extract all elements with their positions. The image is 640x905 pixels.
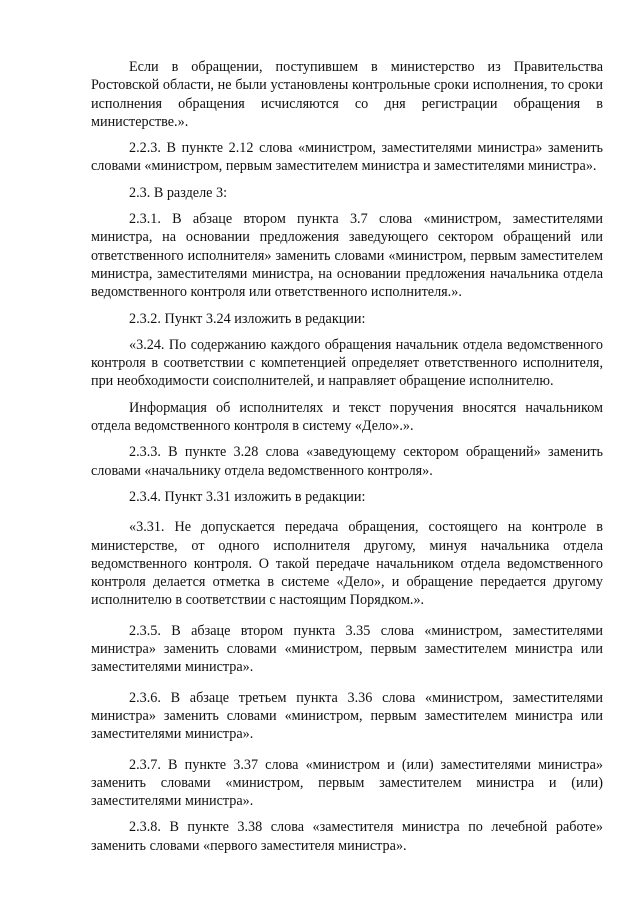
paragraph-2-3: 2.3. В разделе 3: xyxy=(129,184,228,201)
paragraph-2-3-2: 2.3.2. Пункт 3.24 изложить в редакции: xyxy=(129,310,366,327)
paragraph-3-24-quote: «3.24. По содержанию каждого обращения начальник отдела ведомственного контроля в соответствии с компетенцией определяет ответственного исполнителя, при необходимости соисполнителей, и направляет обращение исполнителю. xyxy=(91,336,603,390)
paragraph-2-3-7: 2.3.7. В пункте 3.37 слова «министром и (или) заместителями министра» заменить словами «министром, первым заместителем министра и (или) заместителями министра». xyxy=(91,756,603,810)
paragraph-2-3-4: 2.3.4. Пункт 3.31 изложить в редакции: xyxy=(129,488,366,505)
paragraph-intro: Если в обращении, поступившем в министерство из Правительства Ростовской области, не были установлены контрольные сроки исполнения, то сроки исполнения обращения исчисляются со дня регистрации обращения в министерстве.». xyxy=(91,59,603,130)
paragraph-3-24-info: Информация об исполнителях и текст поручения вносятся начальником отдела ведомственного контроля в систему «Дело».». xyxy=(91,399,603,435)
paragraph-2-3-5: 2.3.5. В абзаце втором пункта 3.35 слова «министром, заместителями министра» заменить словами «министром, первым заместителем министра или заместителями министра». xyxy=(91,622,603,676)
paragraph-2-3-1: 2.3.1. В абзаце втором пункта 3.7 слова «министром, заместителями министра, на основании предложения заведующего сектором обращений или ответственного исполнителя» заменить словами «министром, первым заместителем министра, заместителями министра, на основании предложения начальника отдела ведомственного контроля или ответственного исполнителя.». xyxy=(91,211,603,301)
paragraph-2-3-6: 2.3.6. В абзаце третьем пункта 3.36 слова «министром, заместителями министра» заменить словами «министром, первым заместителем министра или заместителями министра». xyxy=(91,689,603,743)
document-page xyxy=(91,58,603,863)
paragraph-3-31-quote: «3.31. Не допускается передача обращения, состоящего на контроле в министерстве, от одного исполнителя другому, минуя начальника отдела ведомственного контроля. О такой передаче начальником отдела ведомственного контроля делается отметка в системе «Дело», и обращение передается другому исполнителю в соответствии с настоящим Порядком.». xyxy=(91,519,603,609)
paragraph-2-3-8: 2.3.8. В пункте 3.38 слова «заместителя министра по лечебной работе» заменить словами «первого заместителя министра». xyxy=(91,819,603,854)
paragraph-2-3-3: 2.3.3. В пункте 3.28 слова «заведующему сектором обращений» заменить словами «начальнику отдела ведомственного контроля». xyxy=(91,444,603,479)
paragraph-2-2-3: 2.2.3. В пункте 2.12 слова «министром, заместителями министра» заменить словами «министром, первым заместителем министра и заместителями министра». xyxy=(91,140,603,175)
